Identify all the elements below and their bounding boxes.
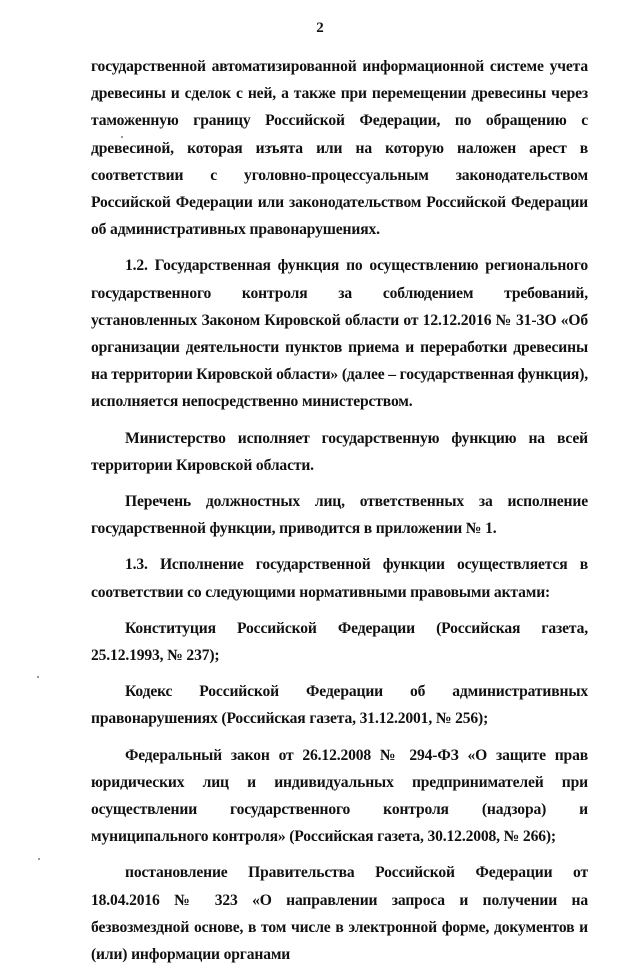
scan-speck — [37, 676, 39, 678]
list-item-constitution: Конституция Российской Федерации (Российская газета, 25.12.1993, № 237); — [91, 619, 588, 665]
scan-speck — [38, 858, 40, 860]
document-body — [91, 53, 588, 968]
scan-speck — [121, 136, 123, 138]
paragraph-officials-list: Перечень должностных лиц, ответственных за исполнение государственной функции, приводится в приложении № 1. — [91, 493, 588, 538]
paragraph-intro-continuation: государственной автоматизированной информационной системе учета древесины и сделок с ней, а также при перемещении древесины через таможенную границу Российской Федерации, по обращению с древесиной, которая изъята или на которую наложен арест в соответствии с уголовно-процессуальным законодательством Российской Федерации или законодательством Российской Федерации об административных правонарушениях. — [91, 58, 588, 239]
list-item-federal-law-294: Федеральный закон от 26.12.2008 № 294-ФЗ «О защите прав юридических лиц и индивидуальных предпринимателей при осуществлении государственного контроля (надзора) и муниципального контроля» (Российская газета, 30.12.2008, № 266); — [91, 746, 588, 846]
paragraph-section-1-3: 1.3. Исполнение государственной функции осуществляется в соответствии со следующими нормативными правовыми актами: — [91, 556, 588, 601]
list-item-government-resolution-323: постановление Правительства Российской Федерации от 18.04.2016 № 323 «О направлении запроса и получении на безвозмездной основе, в том числе в электронной форме, документов и (или) информации органами — [91, 864, 588, 964]
page-number: 2 — [316, 20, 324, 36]
list-item-administrative-code: Кодекс Российской Федерации об административных правонарушениях (Российская газета, 31.12.2001, № 256); — [91, 683, 588, 728]
paragraph-section-1-2: 1.2. Государственная функция по осуществлению регионального государственного контроля за соблюдением требований, установленных Законом Кировской области от 12.12.2016 № 31-ЗО «Об организации деятельности пунктов приема и переработки древесины на территории Кировской области» (далее – государственная функция), исполняется непосредственно министерством. — [91, 257, 588, 411]
paragraph-ministry-scope: Министерство исполняет государственную функцию на всей территории Кировской области. — [91, 429, 588, 474]
